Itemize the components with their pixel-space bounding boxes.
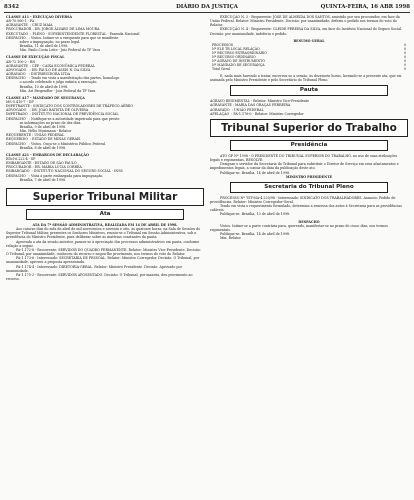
case-line: Brasília, 11 de abril de 1998.: [6, 44, 69, 49]
summary-label: PROCESSOS: [212, 42, 234, 47]
case-line: IMPETRANTE : SINDICATO DOS CONTROLADORES DE TRÁFEGO AÉREO: [6, 104, 134, 109]
pauta-title: Pauta: [299, 87, 319, 94]
despacho-text: [210, 224, 408, 241]
case-line: EXECUTADO : PLENO - SUPERINTENDENTE FLORESTAL - Fazenda Nacional: [6, 31, 140, 36]
tst-title: Tribunal Superior do Trabalho: [221, 121, 397, 134]
case-line: IMPETRADO : INSTITUTO NACIONAL DE PREVIDÊNCIA SOCIAL: [6, 112, 119, 117]
issue-date: QUINTA-FEIRA, 16 ABR 1998: [320, 4, 410, 10]
summary-value: 0: [403, 50, 406, 55]
left-column: [6, 15, 204, 496]
execution-paragraph: EXECUÇÃO N. 4 - Requerente: CLEIDE PEREIRA DA SILVA, em face do Instituto Nacional do Seguro Social. Decisão: por unanimidade, indeferiu o pedido.: [210, 27, 404, 36]
stm-subsection-title: Ata: [99, 210, 111, 217]
case-title: CLASSE A21 - EMBARGOS DE DECLARAÇÃO: [6, 152, 89, 157]
page-header: [4, 3, 410, 13]
summary-label: Total Geral: [212, 66, 230, 71]
pauta-line: AGRAVADO : UNIÃO FEDERAL: [210, 107, 264, 112]
minutes-paragraph: PA-1.174-4 - Interessado: DIRETORIA-GERAL. Relator: Ministro Presidente. Decisão: Aprovado por unanimidade.: [6, 264, 184, 273]
case-line: AGRAVANTE : CRUZ MAIA: [6, 23, 53, 28]
page-number: 8342: [4, 4, 20, 10]
minutes-paragraph: PA-1.172-8 - Recorrente: SERVIDOR DO QUADRO PERMANENTE. Relator: Ministro Vice-Presidente. Decisão: O Tribunal, por unanimidade, conheceu do recurso e negou-lhe provimento, nos termos do voto do Relator.: [6, 247, 202, 257]
case-line: Brasília, 10 de abril de 1998.: [6, 84, 69, 89]
case-list: [6, 15, 204, 185]
case-line: AR-72.100-2 - RN: [6, 59, 36, 64]
case-line: REQUERIDO : ESTADO DE MINAS GERAIS: [6, 137, 81, 142]
case-line: as informações no prazo de dez dias.: [6, 120, 82, 125]
despacho-paragraph: Publique-se. Brasília, 14 de abril de 1998.: [220, 232, 291, 237]
secretaria-title: Secretaria do Tribunal Pleno: [264, 183, 354, 190]
case-line: Brasília, 8 de abril de 1998.: [6, 145, 67, 150]
case-line: Min. Paulo Costa Leite - Juiz Federal do TF Vara: [6, 48, 101, 53]
stm-title: Superior Tribunal Militar: [32, 190, 178, 203]
pauta-line: AGRAVO REGIMENTAL - Relator: Ministro Vice-Presidente: [210, 99, 310, 104]
case-line: AR-70.960-1 - PA: [6, 19, 35, 24]
case-line: EMBARGADO : INSTITUTO NACIONAL DO SEGURO SOCIAL - INSS: [6, 169, 123, 174]
stm-subsection-banner: [26, 209, 184, 220]
summary-value: 0: [403, 54, 406, 59]
presidencia-title: Presidência: [290, 141, 328, 148]
summary-label: Nº ELE TR LOCAL RELAÇÃO: [212, 46, 260, 51]
secretaria-paragraph: PROCESSO Nº TST-MA-4.220/98 - Interessado: SINDICATO DOS TRABALHADORES. Assunto: Pedido de providências. Relator: Ministro Corregedor-Geral.: [210, 195, 397, 204]
case-line: DESPACHO : Vistos. Ouça-se o Ministério Público Federal.: [6, 141, 107, 146]
summary-label: Nº AGRAVO DE INSTRUMENTO: [212, 58, 266, 63]
stm-section-banner: [6, 188, 204, 206]
presidencia-banner: [230, 140, 388, 151]
presidencia-signature: MINISTRO PRESIDENTE: [285, 174, 333, 179]
case-line: Brasília, 9 de abril de 1998.: [6, 124, 67, 129]
case-line: MS-5.410-7 - DF: [6, 99, 34, 104]
minutes-paragraph: Aos catorze dias do mês de abril de mil novecentos e noventa e oito, às quatorze horas, na Sala de Sessões do Superior Tribunal Militar, presentes os Senhores Ministros, reuniu-se o Tribunal em Sessão Administrativa, sob a presidência do Ministro Presidente, para deliberar sobre as matérias constantes da pauta.: [6, 227, 202, 240]
act-paragraph: ATO GP Nº 1998 - O PRESIDENTE DO TRIBUNAL SUPERIOR DO TRABALHO, no uso de suas atribuições legais e regimentais, RESOLVE:: [210, 153, 399, 163]
pauta-line: APELAÇÃO : PA-1.176-0 - Relator: Ministro Corregedor: [210, 111, 304, 116]
minutes-paragraph: PA-1.173-6 - Interessado: SECRETARIA DE PESSOAL. Relator: Ministro Corregedor. Decisão: O Tribunal, por unanimidade, aprovou a proposta apresentada.: [6, 256, 201, 265]
minutes-paragraph: ATA DA 7ª SESSÃO ADMINISTRATIVA, REALIZADA EM 14 DE ABRIL DE 1998.: [32, 222, 178, 227]
presidencia-text: [210, 154, 408, 175]
summary-value: 0: [403, 42, 406, 47]
summary-value: 0: [403, 66, 406, 71]
summary-value: 0: [403, 58, 406, 63]
act-paragraph: Designar o servidor da Secretaria do Tribunal para substituir o Diretor de Serviço em seus afastamentos e impedimentos legais, a contar da data da publicação deste ato.: [210, 162, 400, 171]
summary-table: [210, 43, 408, 71]
case-line: DESPACHO : Vista à parte embargada para impugnação.: [6, 173, 104, 178]
case-line: DESPACHO : Tendo em vista a manifestação das partes, homologo: [6, 76, 120, 81]
case-line: sobre a impugnação, no prazo legal.: [6, 39, 81, 44]
case-line: DESPACHO : Vistos. Intime-se a exequente para que se manifeste: [6, 35, 119, 40]
despacho-paragraph: Vistos. Intime-se a parte contrária para, querendo, manifestar-se no prazo de cinco dias, nos termos regimentais.: [210, 223, 389, 232]
despacho-paragraph: Min. Relator: [220, 236, 241, 241]
secretaria-banner: [230, 182, 388, 193]
case-title: CLASSE A11 - EXECUÇÃO DIVERSA: [6, 15, 73, 19]
minutes-paragraph: PA-1.175-2 - Recorrente: SERVIDOR APOSENTADO. Decisão: O Tribunal, por maioria, deu provimento ao recurso.: [6, 272, 194, 281]
pauta-line: AGRAVANTE : MARIA DAS GRAÇAS FERREIRA: [210, 103, 291, 108]
table-title: RESUMO GERAL: [293, 38, 325, 43]
case-line: EDcl-6.222-4 - SP: [6, 157, 36, 161]
case-line: PROCURADOR : DR. MARIA LÚCIA CORRÊA: [6, 165, 82, 170]
summary-value: 0: [403, 46, 406, 51]
despacho-title: DESPACHO: [298, 219, 320, 224]
act-paragraph: Publique-se. Brasília, 14 de abril de 1998.: [220, 170, 291, 175]
case-line: Min. Hélio Mosimann - Relator: [6, 129, 72, 134]
summary-label: Nº RECURSO EXTRAORDINÁRIO: [212, 50, 267, 55]
pauta-list: [210, 99, 408, 116]
case-line: DESPACHO : Notifique-se a autoridade impetrada para que preste: [6, 116, 120, 121]
execution-paragraph: EXECUÇÃO N. 3 - Requerente: JOSÉ DE ALMEIDA DOS SANTOS, assistido por seu procurador, em face da União Federal. Relator: Ministro Presidente. Decisão: por unanimidade, deferiu o pedido nos termos do voto do Relator.: [210, 15, 401, 28]
right-column: [210, 15, 408, 496]
summary-label: Nº MANDADO DE SEGURANÇA: [212, 62, 265, 67]
secretaria-paragraph: Tendo em vista o requerimento formulado, determino a remessa dos autos à Secretaria para as providências cabíveis.: [210, 204, 403, 213]
case-line: o acordo celebrado e julgo extinta a execução.: [6, 80, 98, 85]
case-line: REQUERENTE : UNIÃO FEDERAL: [6, 133, 65, 138]
case-line: Brasília, 7 de abril de 1998.: [6, 177, 67, 182]
case-line: PROCURADOR : DR. JORGE ÁLVARO DE LIMA MOURA: [6, 27, 100, 32]
journal-title: DIÁRIO DA JUSTIÇA: [176, 4, 238, 10]
summary-value: 0: [403, 62, 406, 67]
secretaria-paragraph: Publique-se. Brasília, 13 de abril de 1998.: [220, 212, 291, 217]
case-line: EMBARGANTE : ESTADO DE SÃO PAULO: [6, 161, 77, 166]
secretaria-text: [210, 196, 408, 217]
closing-paragraph: E, nada mais havendo a tratar, encerrou-se a sessão, às dezessete horas, lavrando-se a presente ata, que vai assinada pelo Ministro Presidente e pelo Secretário do Tribunal Pleno.: [210, 73, 403, 83]
stm-minutes: [6, 223, 204, 281]
tst-section-banner: [210, 119, 408, 137]
case-title: CLASSE DE EXECUÇÃO FISCAL: [6, 55, 65, 60]
case-title: CLASSE A17 - MANDADO DE SEGURANÇA: [6, 95, 85, 100]
case-line: ADVOGADO : DR. JOÃO BATISTA DE OLIVEIRA: [6, 108, 89, 113]
case-line: AGRAVADO : DISTRIBUIDORA LTDA: [6, 72, 70, 77]
case-line: Min. Ari Pargendler - Juiz Federal da TF Vara: [6, 88, 96, 93]
case-line: ADVOGADO : DR. PAULO DE ASSIS N. DA SILVA: [6, 67, 91, 72]
minutes-paragraph: Aprovada a ata da sessão anterior, passou-se à apreciação dos processos administrativos em pauta, conforme relação a seguir.: [6, 239, 201, 248]
summary-label: Nº RECURSO ORDINÁRIO: [212, 54, 256, 59]
case-line: AGRAVANTE : CEF - CAIXA ECONÔMICA FEDERAL: [6, 63, 95, 68]
pauta-banner: [230, 85, 388, 96]
right-top-block: [210, 15, 408, 36]
